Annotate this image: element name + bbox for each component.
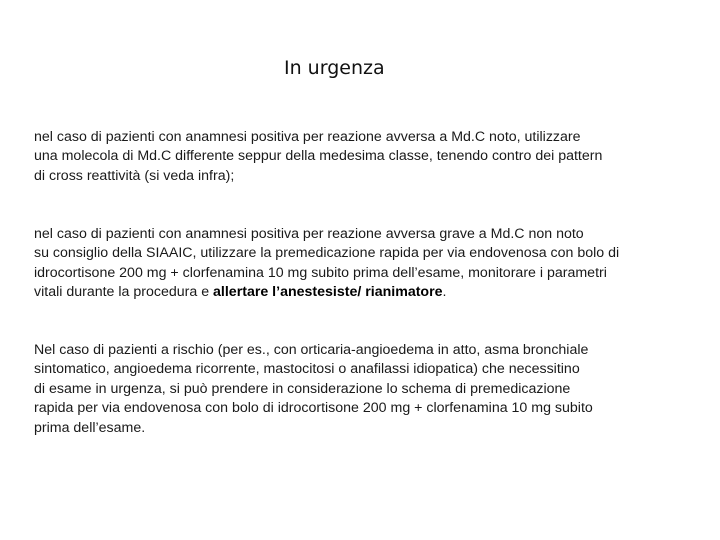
text-segment: . bbox=[442, 284, 447, 301]
text-line: sintomatico, angioedema ricorrente, mastocitosi o anafilassi idiopatica) che necessitino bbox=[34, 361, 580, 378]
emphasis-alert-anesthesiologist: allertare l’anestesiste/ rianimatore bbox=[213, 284, 443, 301]
text-line: prima dell’esame. bbox=[34, 419, 146, 436]
page-title: In urgenza bbox=[284, 57, 385, 79]
text-line: Nel caso di pazienti a rischio (per es., con orticaria-angioedema in atto, asma bronchiale bbox=[34, 342, 589, 358]
text-line: su consiglio della SIAAIC, utilizzare la premedicazione rapida per via endovenosa con bolo di bbox=[34, 245, 620, 262]
paragraph-unknown-severe-reaction bbox=[34, 225, 619, 303]
text-segment: vitali durante la procedura e bbox=[34, 284, 214, 301]
paragraph-at-risk-patients bbox=[34, 341, 593, 438]
paragraph-known-reaction bbox=[34, 128, 602, 186]
text-line: di cross reattività (si veda infra); bbox=[34, 167, 235, 184]
text-line: una molecola di Md.C differente seppur della medesima classe, tenendo contro dei pattern bbox=[34, 148, 603, 165]
text-line: nel caso di pazienti con anamnesi positiva per reazione avversa grave a Md.C non noto bbox=[34, 226, 584, 242]
text-line: idrocortisone 200 mg + clorfenamina 10 mg subito prima dell’esame, monitorare i parametri bbox=[34, 264, 607, 281]
text-line: nel caso di pazienti con anamnesi positiva per reazione avversa a Md.C noto, utilizzare bbox=[34, 129, 581, 145]
text-line bbox=[34, 283, 619, 302]
text-line: rapida per via endovenosa con bolo di idrocortisone 200 mg + clorfenamina 10 mg subito bbox=[34, 400, 593, 417]
text-line: di esame in urgenza, si può prendere in considerazione lo schema di premedicazione bbox=[34, 380, 571, 397]
